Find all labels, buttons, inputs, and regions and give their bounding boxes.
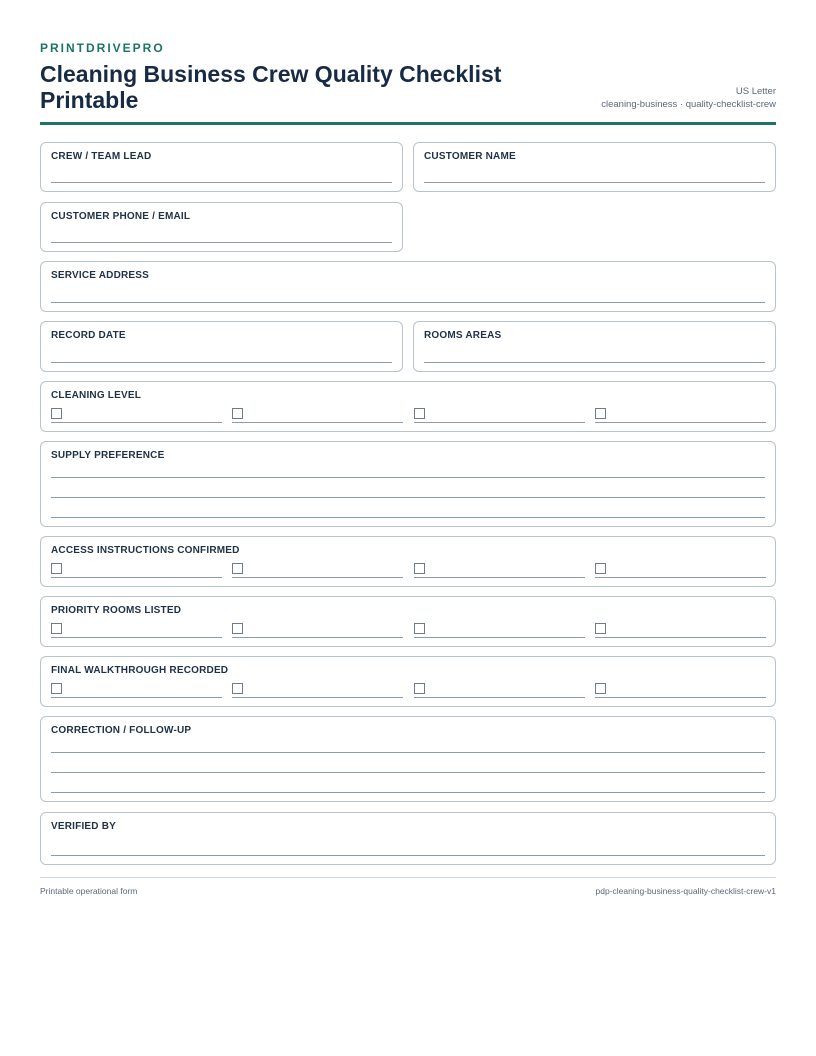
priority-rooms-option[interactable] (414, 623, 585, 638)
access-instructions-option[interactable] (51, 563, 222, 578)
customer-name-field (413, 142, 776, 192)
page-title: Cleaning Business Crew Quality Checklist Printable (40, 61, 502, 113)
access-instructions-option[interactable] (414, 563, 585, 578)
crew-lead-input[interactable] (51, 182, 392, 183)
access-instructions-field (40, 536, 776, 587)
correction-line[interactable] (51, 792, 765, 793)
supply-preference-line[interactable] (51, 477, 765, 478)
cleaning-level-label: CLEANING LEVEL (51, 390, 142, 401)
cleaning-level-option[interactable] (51, 408, 222, 423)
cleaning-level-option[interactable] (414, 408, 585, 423)
checkbox[interactable] (51, 623, 62, 634)
supply-preference-line[interactable] (51, 517, 765, 518)
access-instructions-label: ACCESS INSTRUCTIONS CONFIRMED (51, 545, 240, 556)
record-date-input[interactable] (51, 362, 392, 363)
service-address-input[interactable] (51, 302, 765, 303)
verified-by-input[interactable] (51, 855, 765, 856)
rooms-areas-input[interactable] (424, 362, 765, 363)
checkbox[interactable] (595, 408, 606, 419)
customer-contact-field (40, 202, 403, 252)
checkbox[interactable] (414, 408, 425, 419)
priority-rooms-field (40, 596, 776, 647)
footer-divider (40, 877, 776, 878)
service-address-label: SERVICE ADDRESS (51, 270, 150, 281)
final-walkthrough-option[interactable] (51, 683, 222, 698)
form-id: pdp-cleaning-business-quality-checklist-crew-v1 (595, 886, 776, 896)
final-walkthrough-option[interactable] (414, 683, 585, 698)
rooms-areas-label: ROOMS AREAS (424, 330, 502, 341)
access-instructions-option[interactable] (595, 563, 766, 578)
verified-by-label: VERIFIED BY (51, 821, 116, 832)
priority-rooms-option[interactable] (232, 623, 403, 638)
verified-by-field (40, 812, 776, 865)
customer-contact-label: CUSTOMER PHONE / EMAIL (51, 211, 191, 222)
access-instructions-option[interactable] (232, 563, 403, 578)
paper-size: US Letter (735, 86, 776, 97)
header-divider (40, 122, 776, 125)
customer-name-label: CUSTOMER NAME (424, 151, 516, 162)
checkbox[interactable] (414, 683, 425, 694)
checkbox[interactable] (595, 563, 606, 574)
footer-note: Printable operational form (40, 886, 138, 896)
correction-line[interactable] (51, 772, 765, 773)
checkbox[interactable] (51, 683, 62, 694)
cleaning-level-option[interactable] (232, 408, 403, 423)
crew-lead-label: CREW / TEAM LEAD (51, 151, 152, 162)
brand-name: PRINTDRIVEPRO (40, 41, 165, 55)
correction-label: CORRECTION / FOLLOW-UP (51, 725, 192, 736)
supply-preference-label: SUPPLY PREFERENCE (51, 450, 165, 461)
page-meta (601, 85, 776, 111)
priority-rooms-option[interactable] (595, 623, 766, 638)
form-tags: cleaning-business · quality-checklist-crew (601, 99, 776, 110)
record-date-field (40, 321, 403, 372)
record-date-label: RECORD DATE (51, 330, 126, 341)
supply-preference-line[interactable] (51, 497, 765, 498)
customer-contact-input[interactable] (51, 242, 392, 243)
checkbox[interactable] (414, 563, 425, 574)
customer-name-input[interactable] (424, 182, 765, 183)
checkbox[interactable] (414, 623, 425, 634)
correction-field (40, 716, 776, 802)
checkbox[interactable] (232, 408, 243, 419)
checkbox[interactable] (232, 563, 243, 574)
correction-line[interactable] (51, 752, 765, 753)
cleaning-level-field (40, 381, 776, 432)
crew-lead-field (40, 142, 403, 192)
priority-rooms-label: PRIORITY ROOMS LISTED (51, 605, 182, 616)
priority-rooms-option[interactable] (51, 623, 222, 638)
supply-preference-field (40, 441, 776, 527)
final-walkthrough-option[interactable] (595, 683, 766, 698)
checkbox[interactable] (595, 623, 606, 634)
final-walkthrough-label: FINAL WALKTHROUGH RECORDED (51, 665, 229, 676)
checkbox[interactable] (595, 683, 606, 694)
checkbox[interactable] (51, 563, 62, 574)
rooms-areas-field (413, 321, 776, 372)
cleaning-level-option[interactable] (595, 408, 766, 423)
final-walkthrough-field (40, 656, 776, 707)
service-address-field (40, 261, 776, 312)
checkbox[interactable] (51, 408, 62, 419)
checkbox[interactable] (232, 683, 243, 694)
checkbox[interactable] (232, 623, 243, 634)
final-walkthrough-option[interactable] (232, 683, 403, 698)
